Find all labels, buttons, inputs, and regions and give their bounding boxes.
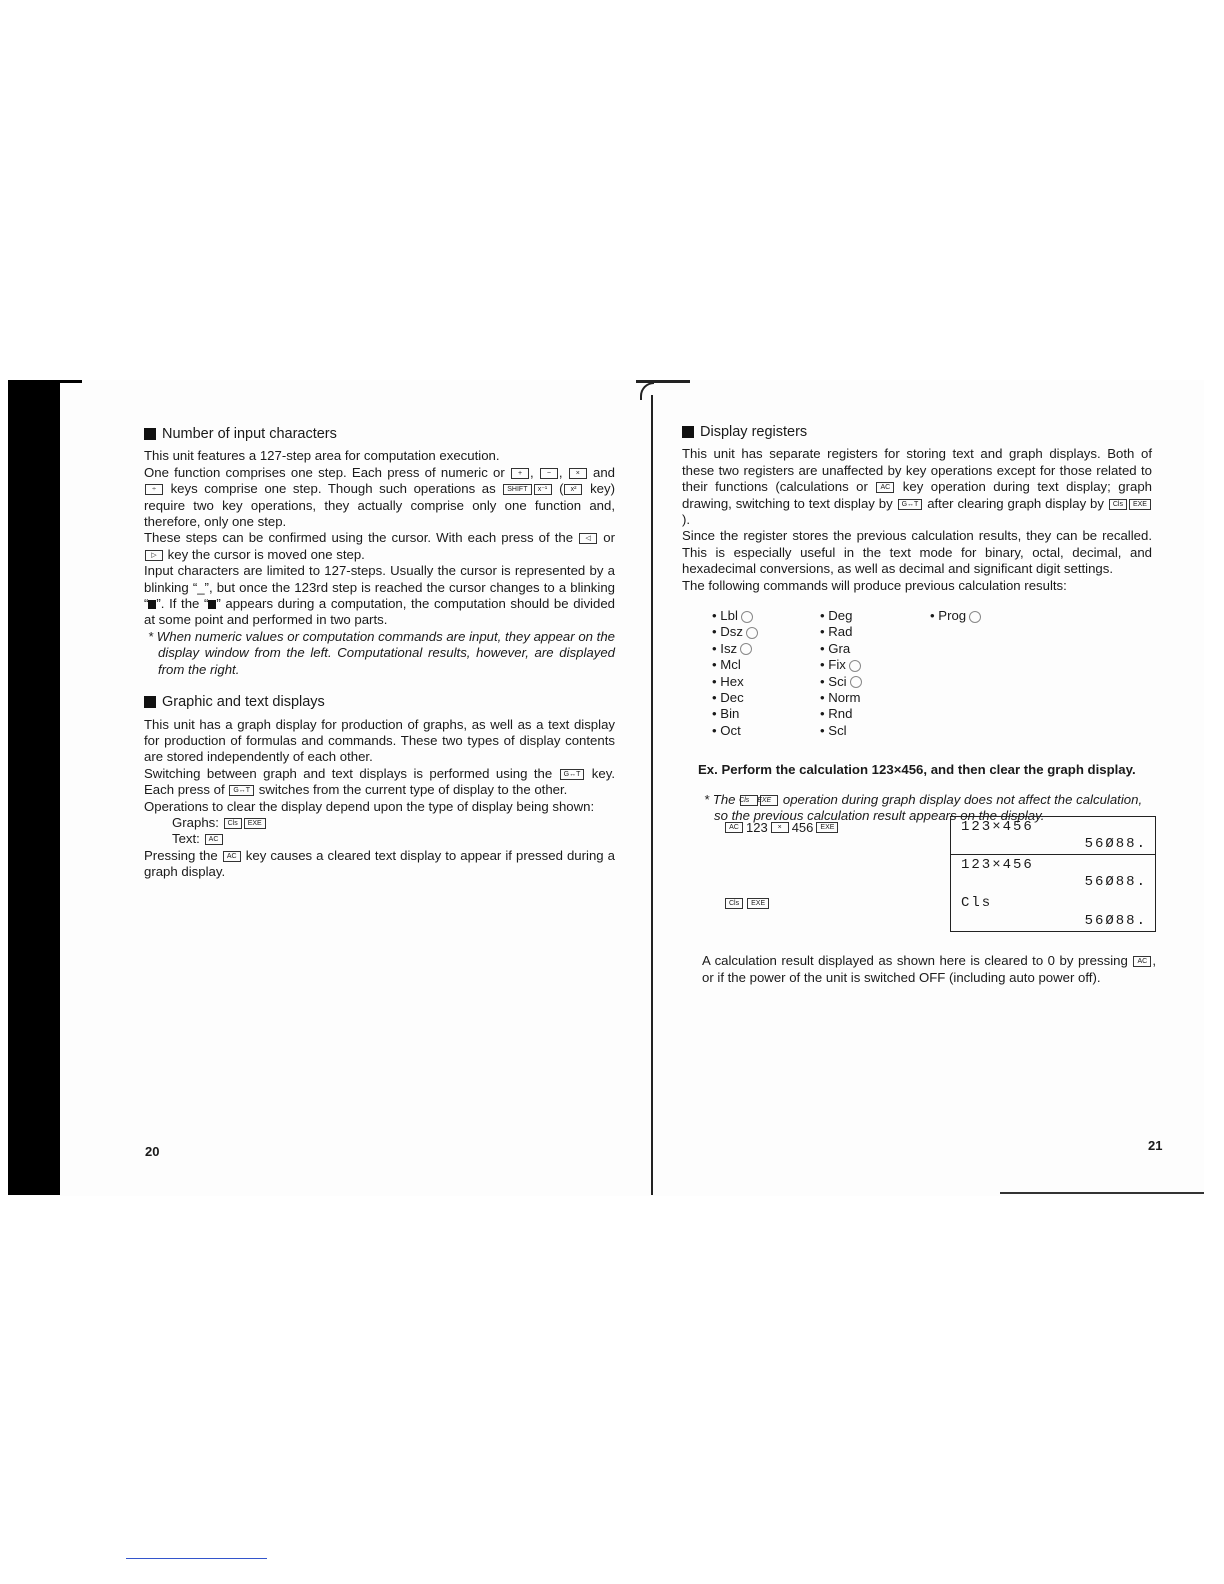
section-bullet-icon [144, 696, 156, 708]
lcd-panel-2: 123×456 56Ø88. Cls 56Ø88. [961, 857, 1147, 929]
command-item: • Isz [712, 641, 758, 657]
command-item: • Scl [820, 722, 847, 738]
command-item: • Rnd [820, 706, 853, 722]
command-item: • Dec [712, 690, 744, 706]
command-item: • Bin [712, 706, 740, 722]
ac-key-icon: AC [205, 834, 223, 845]
cls-key-icon: Cls [725, 898, 743, 909]
ac-key-icon: AC [223, 851, 241, 862]
times-key-icon: × [569, 468, 587, 479]
paragraph: This unit features a 127-step area for computation execution. [144, 448, 500, 464]
exe-key-icon: EXE [760, 795, 778, 806]
command-item: • Lbl [712, 608, 758, 624]
section-title-input-characters: Number of input characters [144, 426, 615, 442]
paragraph: The following commands will produce previous calculation results: [682, 577, 1067, 593]
paragraph: This unit has separate registers for storing text and graph displays. Both of these two registers are unaffected by key operations except for those related to their functions (calculations or AC key operation during text display; graph drawing, switching to text display by G↔T after clearing graph display by Cls EXE). [682, 446, 1152, 528]
key-sequence-2 [724, 898, 770, 909]
paragraph: Pressing the AC key causes a cleared text display to appear if pressed during a graph display. [144, 847, 615, 880]
example-note: * The Cls EXE operation during graph display does not affect the calculation, so the previous calculation result appears on the display. [704, 791, 1143, 823]
ac-key-icon: AC [725, 822, 743, 833]
graph-text-key-icon: G↔T [560, 769, 585, 780]
cls-key-icon: Cls [1109, 499, 1127, 510]
exe-key-icon: EXE [244, 818, 266, 829]
cursor-left-key-icon: ◁ [579, 533, 597, 544]
command-item: • Norm [820, 690, 861, 706]
blue-underline [126, 1558, 267, 1559]
command-column-2 [820, 608, 862, 739]
command-column-1 [712, 608, 758, 739]
cls-key-icon: Cls [224, 818, 242, 829]
command-item: • Hex [712, 673, 744, 689]
cls-key-icon: Cls [740, 795, 758, 806]
xsq-key-icon: x² [564, 484, 582, 495]
lcd-display-examples [950, 816, 1156, 932]
ac-key-icon: AC [876, 482, 894, 493]
circle-mark-icon [849, 660, 861, 672]
paragraph: Operations to clear the display depend upon the type of display being shown: [144, 798, 595, 814]
graphs-clear-line: Graphs: Cls EXE [144, 815, 615, 831]
divide-key-icon: ÷ [145, 484, 163, 495]
paragraph: One function comprises one step. Each press of numeric or + , − , × and ÷ keys comprise one step. Though such operations as SHIFT x⁻¹ ( x² key) require two key operations, they actually comprise only one function and, therefore, only one step. [144, 464, 616, 530]
command-item: • Rad [820, 624, 853, 640]
command-column-3 [930, 608, 981, 624]
left-scan-edge-tip [60, 380, 82, 383]
page-number-right: 21 [1148, 1138, 1163, 1153]
section-title-display-registers: Display registers [682, 424, 1152, 440]
paragraph: Input characters are limited to 127-steps. Usually the cursor is represented by a blinking “_”, but once the 123rd step is reached the cursor changes to a blinking “ ”. If the “ ” appears during a computation, the computation should be divided at some point and performed in two parts. [144, 563, 615, 628]
xinv-key-icon: x⁻¹ [534, 484, 552, 495]
right-page [682, 424, 1152, 594]
text-clear-line: Text: AC [144, 831, 615, 847]
exe-key-icon: EXE [747, 898, 769, 909]
example-title: Ex. Perform the calculation 123×456, and then clear the graph display. [698, 762, 1136, 777]
paragraph: This unit has a graph display for production of graphs, as well as a text display for production of formulas and commands. These two types of display contents are stored independently of each other. [144, 716, 615, 765]
command-item: • Sci [820, 674, 862, 690]
section-bullet-icon [144, 428, 156, 440]
command-item: • Prog [930, 608, 981, 624]
book-spine [651, 395, 653, 1195]
paragraph: These steps can be confirmed using the cursor. With each press of the ◁ or ▷ key the cursor is moved one step. [144, 530, 615, 562]
lcd-panel-1: 123×456 56Ø88. [951, 817, 1155, 855]
circle-mark-icon [746, 627, 758, 639]
plus-key-icon: + [511, 468, 529, 479]
graph-text-key-icon: G↔T [229, 785, 254, 796]
paragraph: Switching between graph and text displays is performed using the G↔T key. Each press of G↔T switches from the current type of display to the other. [144, 765, 615, 798]
circle-mark-icon [969, 611, 981, 623]
key-sequence-1: AC 123 × 456 EXE [724, 820, 839, 835]
graph-text-key-icon: G↔T [898, 499, 923, 510]
ac-key-icon: AC [1133, 956, 1151, 967]
paragraph: Since the register stores the previous calculation results, they can be recalled. This is especially useful in the text mode for binary, octal, decimal, and hexadecimal conversions, as well as decimal and significant digit settings. [682, 528, 1152, 577]
note: * When numeric values or computation commands are input, they appear on the display window from the left. Computational results, however, are displayed from the right. [148, 628, 615, 677]
circle-mark-icon [850, 676, 862, 688]
command-item: • Deg [820, 608, 853, 623]
exe-key-icon: EXE [1129, 499, 1151, 510]
exe-key-icon: EXE [816, 822, 838, 833]
circle-mark-icon [740, 643, 752, 655]
section-title-graphic-text: Graphic and text displays [144, 694, 615, 710]
times-key-icon: × [771, 822, 789, 833]
command-list [712, 608, 1042, 748]
command-item: • Gra [820, 640, 851, 656]
circle-mark-icon [741, 611, 753, 623]
page-number-left: 20 [145, 1144, 160, 1159]
shift-key-icon: SHIFT [503, 484, 531, 495]
minus-key-icon: − [540, 468, 558, 479]
command-item: • Mcl [712, 657, 741, 673]
bottom-rule [1000, 1192, 1204, 1194]
command-item: • Dsz [712, 624, 758, 640]
left-scan-edge [8, 380, 60, 1195]
command-item: • Oct [712, 722, 741, 738]
cursor-right-key-icon: ▷ [145, 550, 163, 561]
closing-paragraph: A calculation result displayed as shown here is cleared to 0 by pressing AC , or if the power of the unit is switched OFF (including auto power off). [702, 953, 1156, 985]
section-bullet-icon [682, 426, 694, 438]
spine-top [636, 380, 690, 383]
command-item: • Fix [820, 657, 862, 673]
left-page [144, 426, 615, 881]
